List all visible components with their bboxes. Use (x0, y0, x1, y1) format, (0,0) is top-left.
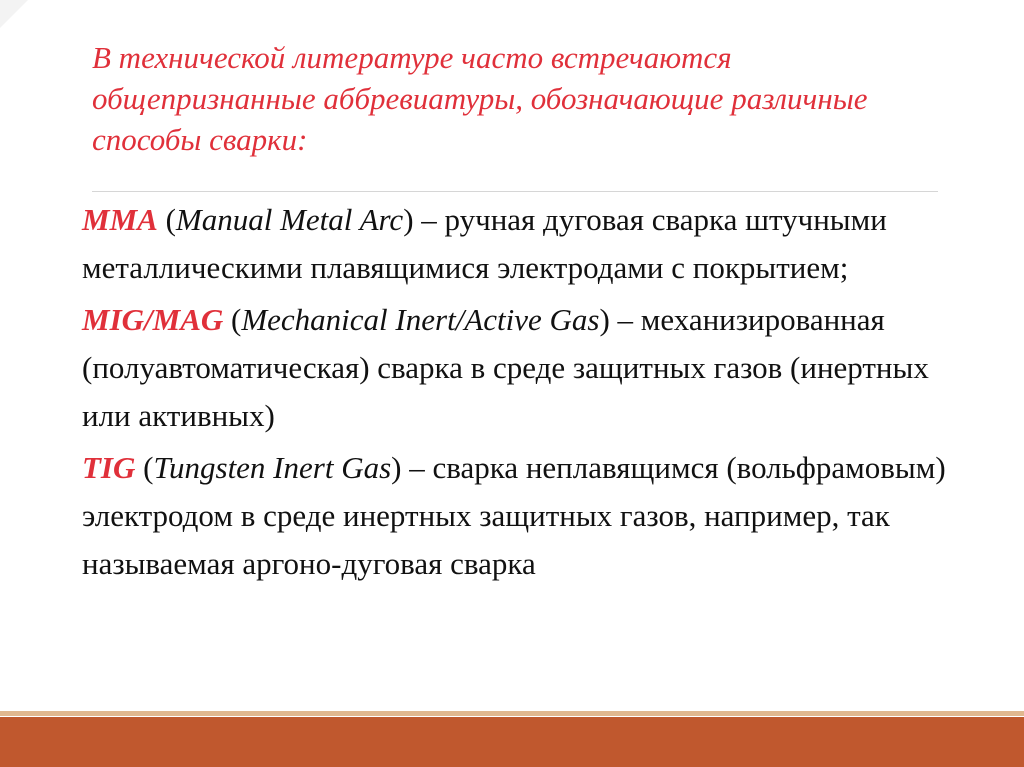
corner-accent (0, 0, 28, 28)
close-paren: ) (599, 302, 610, 337)
open-paren: ( (223, 302, 242, 337)
title-divider (92, 191, 938, 192)
abbreviation-description: – ручная дуговая сварка штучными металлическими плавящимися электродами с покрытием; (82, 202, 887, 285)
abbreviation-item-mma (82, 196, 962, 292)
abbreviation-expansion: Mechanical Inert/Active Gas (241, 302, 600, 337)
footer-bar (0, 717, 1024, 767)
abbreviation-expansion: Tungsten Inert Gas (153, 450, 392, 485)
slide-title: В технической литературе часто встречаются общепризнанные аббревиатуры, обозначающие различные способы сварки: (92, 40, 868, 157)
close-paren: ) (391, 450, 402, 485)
close-paren: ) (403, 202, 414, 237)
open-paren: ( (157, 202, 176, 237)
abbreviation-item-mig-mag (82, 296, 962, 440)
footer-accent-line (0, 711, 1024, 716)
open-paren: ( (135, 450, 154, 485)
abbreviation-term: MIG/MAG (82, 302, 224, 337)
abbreviation-item-tig (82, 444, 962, 588)
abbreviation-term: MMA (82, 202, 158, 237)
abbreviation-list (82, 196, 962, 592)
abbreviation-description: – механизированная (полуавтоматическая) сварка в среде защитных газов (инертных или активных) (82, 302, 929, 433)
abbreviation-term: TIG (82, 450, 136, 485)
abbreviation-description: – сварка неплавящимся (вольфрамовым) электродом в среде инертных защитных газов, например, так называемая аргоно-дуговая сварка (82, 450, 946, 581)
abbreviation-expansion: Manual Metal Arc (175, 202, 404, 237)
